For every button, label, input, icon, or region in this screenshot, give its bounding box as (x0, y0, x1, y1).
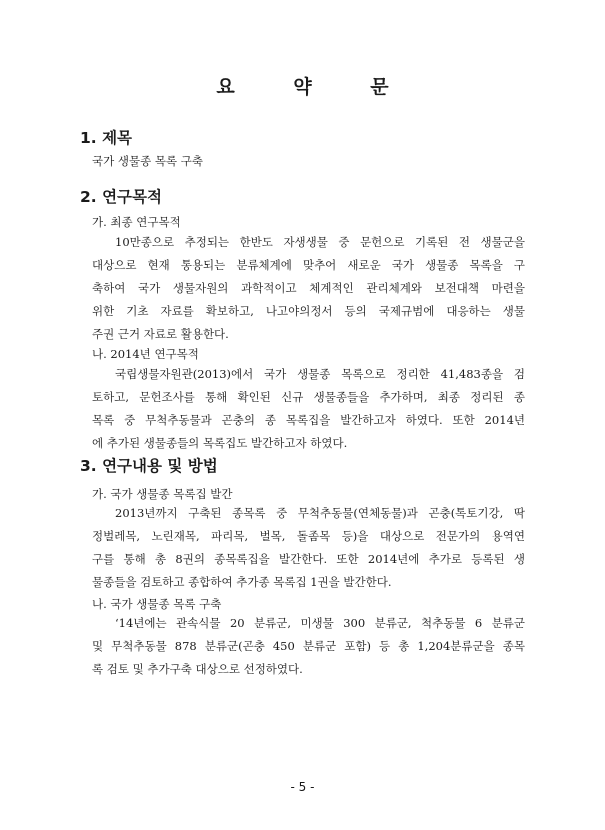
paragraph-line: 2013년까지 구축된 종목록 중 무척추동물(연체동물)과 곤충(톡토기강, 딱 (115, 506, 525, 520)
page-number: - 5 - (290, 780, 315, 794)
subsection-label-construction: 나. 국가 생물종 목록 구축 (92, 597, 222, 611)
paragraph-line: 구를 통해 총 8권의 종목록집을 발간한다. 또한 2014년에 추가로 등록된 생 (92, 552, 525, 566)
subsection-label-publication: 가. 국가 생물종 목록집 발간 (92, 487, 233, 501)
paragraph-line: 정벌레목, 노린재목, 파리목, 벌목, 돌좀목 등)을 대상으로 전문가의 용역연 (92, 529, 525, 543)
summary-title: 요 약 문 (216, 76, 415, 98)
paragraph-publication (92, 502, 525, 594)
paragraph-line: 록 검토 및 추가구축 대상으로 선정하였다. (92, 662, 303, 676)
paragraph-line: ‘14년에는 관속식물 20 분류군, 미생물 300 분류군, 척추동물 6 분류군 (115, 616, 525, 630)
project-title-text: 국가 생물종 목록 구축 (92, 154, 203, 168)
section-heading-purpose: 2. 연구목적 (80, 188, 162, 206)
paragraph-line: 및 무척추동물 878 분류군(곤충 450 분류군 포함) 등 총 1,204분류군을 종목 (92, 639, 525, 653)
paragraph-line: 위한 기초 자료를 확보하고, 나고야의정서 등의 국제규범에 대응하는 생물 (92, 304, 525, 318)
paragraph-construction (92, 612, 525, 681)
paragraph-line: 토하고, 문헌조사를 통해 확인된 신규 생물종들을 추가하며, 최종 정리된 종 (92, 390, 525, 404)
paragraph-line: 축하여 국가 생물자원의 과학적이고 체계적인 관리체계와 보전대책 마련을 (92, 281, 525, 295)
subsection-label-2014-purpose: 나. 2014년 연구목적 (92, 347, 199, 361)
paragraph-2014-purpose (92, 363, 525, 455)
paragraph-line: 주권 근거 자료로 활용한다. (92, 327, 229, 341)
section-heading-title: 1. 제목 (80, 129, 133, 147)
paragraph-line: 에 추가된 생물종들의 목록집도 발간하고자 하였다. (92, 436, 348, 450)
paragraph-line: 10만종으로 추정되는 한반도 자생생물 중 문헌으로 기록된 전 생물군을 (115, 235, 525, 249)
paragraph-line: 물종들을 검토하고 종합하여 추가종 목록집 1권을 발간한다. (92, 575, 392, 589)
paragraph-final-purpose (92, 231, 525, 346)
paragraph-line: 목록 중 무척추동물과 곤충의 종 목록집을 발간하고자 하였다. 또한 2014년 (92, 413, 525, 427)
subsection-label-final-purpose: 가. 최종 연구목적 (92, 215, 181, 229)
paragraph-line: 국립생물자원관(2013)에서 국가 생물종 목록으로 정리한 41,483종을 검 (115, 367, 525, 381)
section-heading-methods: 3. 연구내용 및 방법 (80, 457, 218, 475)
paragraph-line: 대상으로 현재 통용되는 분류체계에 맞추어 새로운 국가 생물종 목록을 구 (92, 258, 525, 272)
